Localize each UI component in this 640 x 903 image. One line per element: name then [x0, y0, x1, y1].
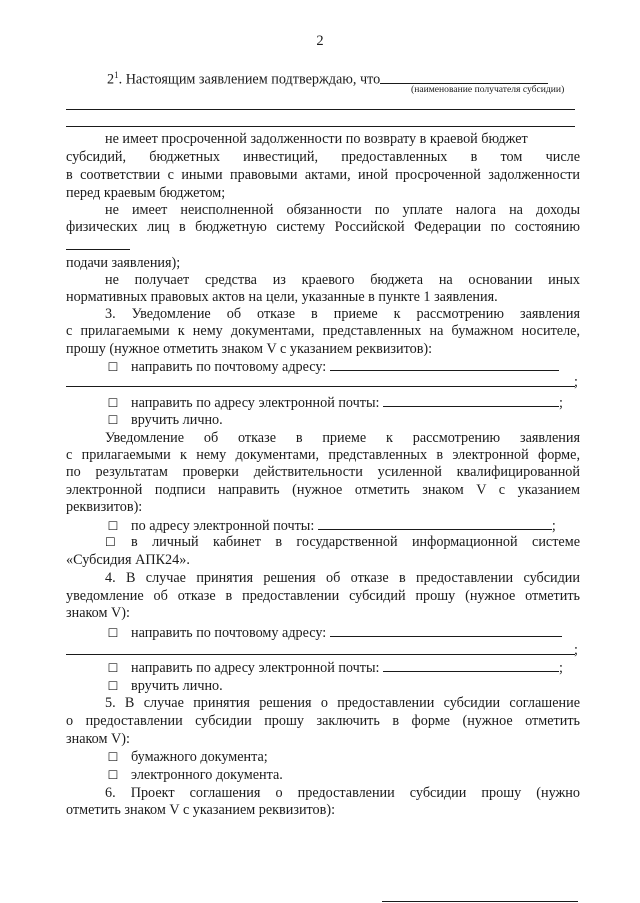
- debt-clause-line-3: в соответствии с иными правовыми актами, иной просроченной задолженности: [66, 167, 580, 183]
- budget-clause-line-2: нормативных правовых актов на цели, указанные в пункте 1 заявления.: [66, 289, 498, 305]
- s4-postal-address-field[interactable]: [330, 623, 562, 637]
- section-6-line-2: отметить знаком V с указанием реквизитов):: [66, 802, 336, 818]
- s3-option-hand[interactable]: ☐ вручить лично.: [105, 411, 223, 429]
- recipient-line-2[interactable]: [66, 109, 575, 110]
- s3-option-e-email[interactable]: ☐ по адресу электронной почты: ;: [105, 516, 556, 535]
- section-3-line-2: с прилагаемыми к нему документами, представленных на бумажном носителе,: [66, 323, 580, 339]
- footnote-rule: [382, 901, 578, 902]
- section-4-line-1: 4. В случае принятия решения об отказе в предоставлении субсидии: [105, 570, 580, 586]
- section-4-line-2: уведомление об отказе в предоставлении субсидий прошу (нужное отметить: [66, 588, 580, 604]
- s4-option-hand[interactable]: ☐ вручить лично.: [105, 677, 223, 695]
- checkbox-icon[interactable]: ☐: [107, 413, 119, 427]
- checkbox-icon[interactable]: ☐: [107, 396, 119, 410]
- s4-email-field[interactable]: [383, 658, 559, 672]
- tax-clause-line-4: подачи заявления);: [66, 255, 181, 271]
- debt-clause-line-4: перед краевым бюджетом;: [66, 185, 226, 201]
- s5-option-paper[interactable]: ☐ бумажного документа;: [105, 748, 268, 766]
- section-3-line-3: прошу (нужное отметить знаком V с указанием реквизитов):: [66, 341, 433, 357]
- section-3-line-1: 3. Уведомление об отказе в приеме к рассмотрению заявления: [105, 306, 580, 322]
- section-5-line-3: знаком V):: [66, 731, 130, 747]
- section-6-line-1: 6. Проект соглашения о предоставлении субсидии прошу (нужно: [105, 785, 580, 801]
- s3-electronic-line-1: Уведомление об отказе в приеме к рассмотрению заявления: [105, 430, 580, 446]
- s3-option-cabinet-line-2: «Субсидия АПК24».: [66, 552, 190, 568]
- s5-option-electronic[interactable]: ☐ электронного документа.: [105, 766, 283, 784]
- postal-address-line-2[interactable]: [66, 386, 575, 387]
- postal-address-field[interactable]: [330, 357, 559, 371]
- s4-option-postal[interactable]: ☐ направить по почтовому адресу:: [105, 623, 562, 642]
- page-number: 2: [316, 33, 324, 49]
- debt-clause-line-1: не имеет просроченной задолженности по возврату в краевой бюджет: [105, 131, 528, 147]
- section-2-intro: $2^1$. Настоящим заявлением подтверждаю, что: [107, 66, 548, 89]
- s3-electronic-line-4: электронной подписи направить (нужное отметить знаком V с указанием: [66, 482, 580, 498]
- checkbox-icon[interactable]: ☐: [107, 679, 119, 693]
- s4-option-email[interactable]: ☐ направить по адресу электронной почты: ;: [105, 658, 563, 677]
- recipient-caption: (наименование получателя субсидии): [411, 84, 565, 95]
- tax-clause-line-2: физических лиц в бюджетную систему Российской Федерации по состоянию: [66, 219, 580, 235]
- budget-clause-line-1: не получает средства из краевого бюджета на основании иных: [105, 272, 580, 288]
- checkbox-icon[interactable]: ☐: [107, 750, 119, 764]
- checkbox-icon[interactable]: ☐: [107, 768, 119, 782]
- s3-electronic-line-3: по результатам проверки действительности усиленной квалифицированной: [66, 464, 580, 480]
- checkbox-icon[interactable]: ☐: [107, 626, 119, 640]
- s3-option-postal[interactable]: ☐ направить по почтовому адресу:: [105, 357, 559, 376]
- email-field[interactable]: [383, 393, 559, 407]
- footnote-marker: 1: [114, 70, 119, 80]
- e-email-field[interactable]: [318, 516, 552, 530]
- checkbox-icon[interactable]: ☐: [105, 535, 116, 549]
- s3-electronic-line-2: с прилагаемыми к нему документами, представленных в электронной форме,: [66, 447, 580, 463]
- debt-clause-line-2: субсидий, бюджетных инвестиций, предоставленных в том числе: [66, 149, 580, 165]
- tax-clause-line-1: не имеет неисполненной обязанности по уплате налога на доходы: [105, 202, 580, 218]
- s3-option-cabinet[interactable]: ☐ в личный кабинет в государственной информационной системе: [105, 534, 580, 550]
- s3-electronic-line-5: реквизитов):: [66, 499, 143, 515]
- s4-postal-address-line-2[interactable]: [66, 654, 575, 655]
- recipient-blank[interactable]: [380, 70, 548, 84]
- separator-semicolon: ;: [574, 642, 578, 658]
- section-4-line-3: знаком V):: [66, 605, 130, 621]
- s3-option-email[interactable]: ☐ направить по адресу электронной почты: ;: [105, 393, 563, 412]
- section-5-line-1: 5. В случае принятия решения о предоставлении субсидии соглашение: [105, 695, 580, 711]
- tax-clause-line-3: [66, 236, 130, 255]
- date-month-field[interactable]: [66, 236, 130, 250]
- checkbox-icon[interactable]: ☐: [107, 519, 119, 533]
- checkbox-icon[interactable]: ☐: [107, 661, 119, 675]
- checkbox-icon[interactable]: ☐: [107, 360, 119, 374]
- recipient-line-3[interactable]: [66, 126, 575, 127]
- separator-semicolon: ;: [574, 374, 578, 390]
- section-5-line-2: о предоставлении субсидии прошу заключить в форме (нужное отметить: [66, 713, 580, 729]
